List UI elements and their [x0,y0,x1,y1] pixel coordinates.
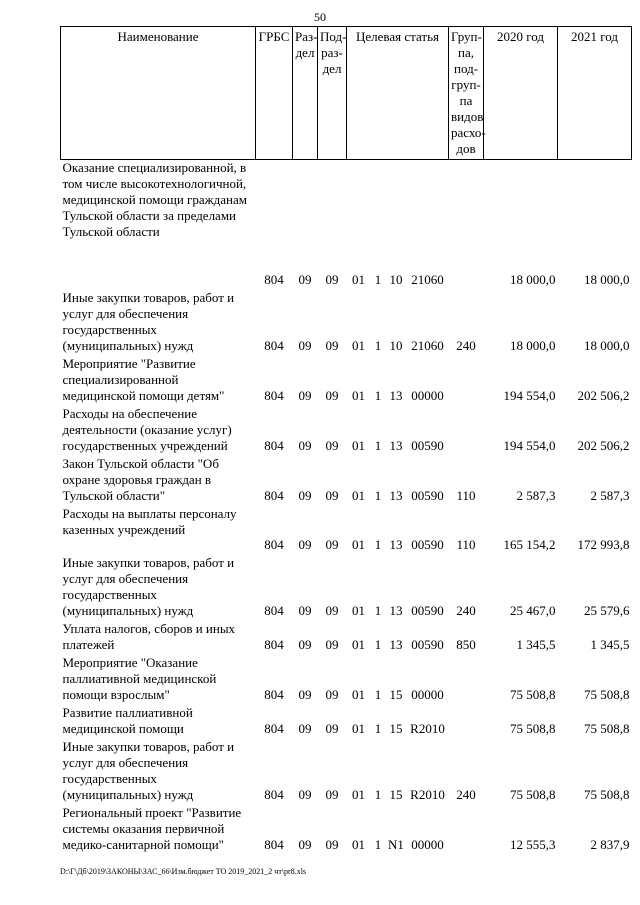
row-target-event: N1 [388,836,404,852]
row-name: Закон Тульской области "Об охране здоровья граждан в Тульской области" [62,455,219,503]
row-amount-2020: 18 000,0 [510,271,556,287]
row-expense-type [449,705,484,739]
header-razdel: Раз-дел [293,27,318,160]
table-row [61,456,632,506]
row-razdel: 09 [298,720,312,736]
row-amount-2020: 75 508,8 [510,720,556,736]
header-name: Наименование [61,27,256,160]
row-amount-2021: 75 508,8 [584,786,630,802]
row-name: Региональный проект "Развитие системы оказания первичной медико-санитарной помощи" [62,804,242,852]
header-target-article: Целевая статья [347,27,449,160]
table-row [61,290,632,356]
row-podrazdel: 09 [325,686,339,702]
row-target-direction: 00590 [411,487,444,503]
row-razdel: 09 [298,602,312,618]
row-amount-2021: 2 587,3 [590,487,630,503]
row-podrazdel: 09 [325,602,339,618]
row-target-direction: 00000 [411,387,444,403]
table-row [61,739,632,805]
row-grbs: 804 [264,720,284,736]
row-expense-type: 240 [456,337,476,353]
row-target-event: 13 [389,636,403,652]
row-target-event: 13 [389,487,403,503]
table-row [61,705,632,739]
row-expense-type [449,406,484,456]
row-podrazdel: 09 [325,720,339,736]
row-expense-type [449,160,484,290]
table-row [61,621,632,655]
row-amount-2021: 18 000,0 [584,271,630,287]
row-amount-2021: 2 837,9 [590,836,630,852]
table-row [61,160,632,290]
row-target-event: 10 [389,337,403,353]
row-podrazdel: 09 [325,437,339,453]
row-grbs: 804 [264,636,284,652]
row-expense-type: 240 [456,786,476,802]
row-target-event: 13 [389,536,403,552]
row-podrazdel: 09 [325,536,339,552]
row-name: Расходы на обеспечение деятельности (оказание услуг) государственных учреждений [62,405,232,453]
row-target-direction: 21060 [411,337,444,353]
row-target-event: 15 [389,720,403,736]
row-target-subprogram: 1 [374,437,382,453]
row-target-program: 01 [352,636,365,652]
row-expense-type: 240 [456,602,476,618]
row-target-event: 15 [389,686,403,702]
row-amount-2021: 172 993,8 [577,536,630,552]
row-target-subprogram: 1 [374,720,382,736]
row-name: Развитие паллиативной медицинской помощи [62,704,193,736]
row-grbs: 804 [264,487,284,503]
row-target-program: 01 [352,836,365,852]
header-year-2020: 2020 год [484,27,558,160]
row-podrazdel: 09 [325,271,339,287]
row-amount-2021: 75 508,8 [584,686,630,702]
row-expense-type [449,356,484,406]
row-target-program: 01 [352,437,365,453]
row-target-subprogram: 1 [374,836,382,852]
row-expense-type [449,655,484,705]
row-name: Иные закупки товаров, работ и услуг для обеспечения государственных (муниципальных) нужд [62,289,235,353]
row-target-program: 01 [352,487,365,503]
row-amount-2020: 75 508,8 [510,686,556,702]
row-podrazdel: 09 [325,337,339,353]
row-razdel: 09 [298,786,312,802]
row-grbs: 804 [264,602,284,618]
row-grbs: 804 [264,337,284,353]
table-header-row [61,27,632,160]
budget-table [60,26,632,855]
row-expense-type [449,805,484,855]
table-row [61,555,632,621]
table-row [61,805,632,855]
row-target-event: 13 [389,387,403,403]
row-name: Уплата налогов, сборов и иных платежей [62,620,236,652]
page-number: 50 [314,10,326,24]
row-razdel: 09 [298,536,312,552]
row-razdel: 09 [298,437,312,453]
row-grbs: 804 [264,387,284,403]
row-amount-2020: 165 154,2 [503,536,556,552]
row-target-program: 01 [352,387,365,403]
row-podrazdel: 09 [325,387,339,403]
row-name: Расходы на выплаты персоналу казенных учреждений [62,505,237,537]
row-amount-2020: 25 467,0 [510,602,556,618]
row-amount-2021: 1 345,5 [590,636,630,652]
row-target-event: 15 [389,786,403,802]
row-target-event: 13 [389,602,403,618]
row-target-direction: R2010 [410,720,445,736]
row-target-direction: 00000 [411,836,444,852]
row-podrazdel: 09 [325,487,339,503]
row-razdel: 09 [298,387,312,403]
table-row [61,406,632,456]
row-target-subprogram: 1 [374,337,382,353]
row-target-direction: R2010 [410,786,445,802]
row-amount-2020: 12 555,3 [510,836,556,852]
table-body [61,160,632,855]
row-razdel: 09 [298,487,312,503]
row-amount-2020: 75 508,8 [510,786,556,802]
row-razdel: 09 [298,686,312,702]
row-target-subprogram: 1 [374,686,382,702]
row-grbs: 804 [264,437,284,453]
row-target-program: 01 [352,536,365,552]
footer-file-path: D:\Г\Дб\2019\ЗАКОНЫ\ЗАС_66\Изм.бюджет ТО 2019_2021_2 чт\pr8.xls [60,867,307,876]
row-target-event: 13 [389,437,403,453]
row-target-direction: 21060 [411,271,444,287]
row-amount-2020: 2 587,3 [516,487,556,503]
row-podrazdel: 09 [325,836,339,852]
row-amount-2021: 202 506,2 [577,437,630,453]
header-grbs: ГРБС [256,27,293,160]
row-target-direction: 00590 [411,636,444,652]
row-grbs: 804 [264,786,284,802]
row-amount-2021: 202 506,2 [577,387,630,403]
row-target-program: 01 [352,720,365,736]
row-amount-2021: 75 508,8 [584,720,630,736]
row-grbs: 804 [264,271,284,287]
row-target-subprogram: 1 [374,487,382,503]
row-target-program: 01 [352,602,365,618]
row-grbs: 804 [264,686,284,702]
row-name: Мероприятие "Развитие специализированной медицинской помощи детям" [62,355,225,403]
header-podrazdel: Под-раз-дел [318,27,347,160]
row-amount-2020: 18 000,0 [510,337,556,353]
row-amount-2021: 25 579,6 [584,602,630,618]
row-target-direction: 00000 [411,686,444,702]
row-grbs: 804 [264,836,284,852]
row-razdel: 09 [298,636,312,652]
row-razdel: 09 [298,337,312,353]
row-target-direction: 00590 [411,437,444,453]
row-target-program: 01 [352,337,365,353]
row-target-subprogram: 1 [374,536,382,552]
row-expense-type: 110 [456,487,476,503]
row-target-subprogram: 1 [374,602,382,618]
row-amount-2021: 18 000,0 [584,337,630,353]
row-target-program: 01 [352,786,365,802]
row-podrazdel: 09 [325,636,339,652]
row-amount-2020: 194 554,0 [503,437,556,453]
header-expense-group: Груп-па, под-груп-па видов расхо-дов [449,27,484,160]
row-target-direction: 00590 [411,602,444,618]
row-razdel: 09 [298,836,312,852]
row-expense-type: 850 [456,636,476,652]
row-target-subprogram: 1 [374,271,382,287]
row-name: Мероприятие "Оказание паллиативной медицинской помощи взрослым" [62,654,217,702]
row-razdel: 09 [298,271,312,287]
row-target-program: 01 [352,686,365,702]
row-expense-type: 110 [456,536,476,552]
row-podrazdel: 09 [325,786,339,802]
header-year-2021: 2021 год [558,27,632,160]
row-amount-2020: 1 345,5 [516,636,556,652]
row-target-event: 10 [389,271,403,287]
table-row [61,506,632,555]
table-row [61,655,632,705]
row-grbs: 804 [264,536,284,552]
row-name: Оказание специализированной, в том числе высокотехнологичной, медицинской помощи гражданам Тульской области за пределами Тульской области [62,160,247,239]
row-target-subprogram: 1 [374,786,382,802]
row-target-subprogram: 1 [374,636,382,652]
row-name: Иные закупки товаров, работ и услуг для обеспечения государственных (муниципальных) нужд [62,554,235,618]
row-target-program: 01 [352,271,365,287]
row-target-subprogram: 1 [374,387,382,403]
table-row [61,356,632,406]
row-name: Иные закупки товаров, работ и услуг для обеспечения государственных (муниципальных) нужд [62,738,235,802]
row-amount-2020: 194 554,0 [503,387,556,403]
row-target-direction: 00590 [411,536,444,552]
